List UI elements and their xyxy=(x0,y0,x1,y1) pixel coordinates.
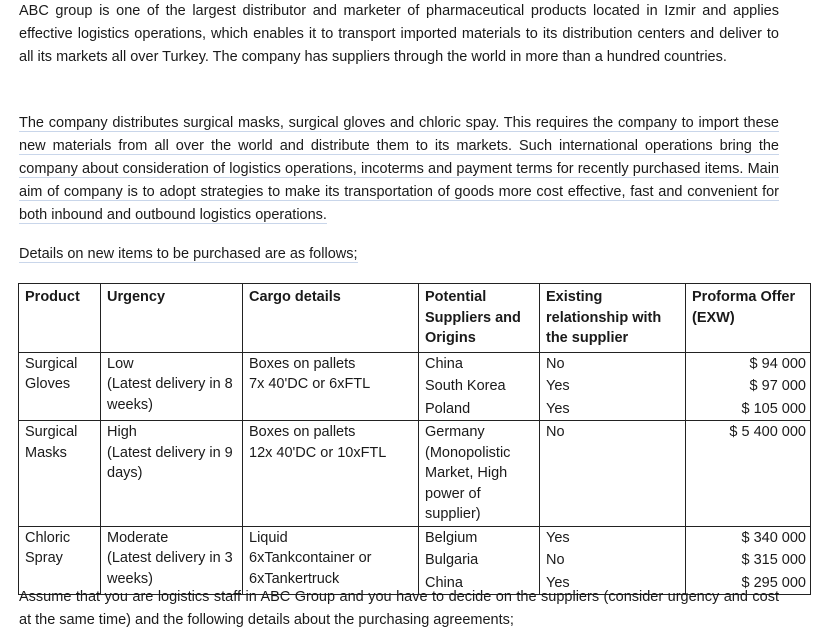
offer-cell: $ 340 000 xyxy=(686,526,811,549)
urgency-level: Low xyxy=(107,355,134,372)
cargo-line: 12x 40'DC or 10xFTL xyxy=(249,444,387,461)
offer-cell: $ 5 400 000 xyxy=(686,421,811,527)
details-intro-text: Details on new items to be purchased are as follows; xyxy=(19,246,358,262)
cargo-cell xyxy=(243,421,419,527)
supplier-cell: Germany (Monopolistic Market, High power of supplier) xyxy=(419,421,540,527)
assume-paragraph: Assume that you are logistics staff in ABC Group and you have to decide on the suppliers (consider urgency and cost at the same time) and the following details about the purchasing agreements; xyxy=(19,589,779,628)
header-relationship: Existing relationship with the supplier xyxy=(540,284,686,353)
distribution-paragraph-text: The company distributes surgical masks, surgical gloves and chloric spay. This requires the company to import these new materials from all over the world and distribute them to its markets. Such international operations bring the company about consideration of logistics operations, incoterms and payment terms for recently purchased items. Main aim of company is to adopt strategies to make its transportation of goods more cost effective, fast and convenient for both inbound and outbound logistics operations. xyxy=(19,115,779,223)
table-header-row xyxy=(19,284,811,353)
offer-cell: $ 94 000 xyxy=(686,352,811,375)
cargo-line: Boxes on pallets xyxy=(249,355,356,372)
header-suppliers: Potential Suppliers and Origins xyxy=(419,284,540,353)
supplier-cell: China xyxy=(419,572,540,595)
cargo-line: 7x 40'DC or 6xFTL xyxy=(249,376,371,392)
cargo-cell xyxy=(243,352,419,421)
table-row xyxy=(19,421,811,527)
relationship-cell: Yes xyxy=(540,398,686,421)
relationship-cell: Yes xyxy=(540,572,686,595)
cargo-line: 6xTankcontainer or xyxy=(249,550,372,566)
cargo-line: 6xTankertruck xyxy=(249,570,340,587)
urgency-cell xyxy=(101,421,243,527)
urgency-level: Moderate xyxy=(107,529,169,546)
table-row xyxy=(19,526,811,549)
urgency-level: High xyxy=(107,424,137,440)
details-intro xyxy=(19,243,779,266)
relationship-cell: Yes xyxy=(540,526,686,549)
relationship-cell: No xyxy=(540,549,686,572)
offer-cell: $ 97 000 xyxy=(686,375,811,398)
urgency-cell xyxy=(101,352,243,421)
header-product: Product xyxy=(19,284,101,353)
product-cell: Surgical Gloves xyxy=(19,352,101,421)
supplier-cell: Poland xyxy=(419,398,540,421)
intro-paragraph: ABC group is one of the largest distributor and marketer of pharmaceutical products located in Izmir and applies effective logistics operations, which enables it to transport imported materials to its distribution centers and deliver to all its markets all over Turkey. The company has suppliers through the world in more than a hundred countries. xyxy=(19,3,779,65)
header-cargo: Cargo details xyxy=(243,284,419,353)
urgency-note: (Latest delivery in 3 weeks) xyxy=(107,550,233,587)
items-table xyxy=(18,283,811,595)
relationship-cell: No xyxy=(540,421,686,527)
urgency-note: (Latest delivery in 8 weeks) xyxy=(107,376,233,413)
distribution-paragraph xyxy=(19,112,779,227)
cargo-line: Liquid xyxy=(249,529,288,546)
header-urgency: Urgency xyxy=(101,284,243,353)
urgency-cell xyxy=(101,526,243,595)
relationship-cell: Yes xyxy=(540,375,686,398)
cargo-line: Boxes on pallets xyxy=(249,424,356,440)
table-row xyxy=(19,352,811,375)
offer-cell: $ 295 000 xyxy=(686,572,811,595)
offer-cell: $ 315 000 xyxy=(686,549,811,572)
header-offer: Proforma Offer (EXW) xyxy=(686,284,811,353)
urgency-note: (Latest delivery in 9 days) xyxy=(107,444,233,481)
supplier-cell: China xyxy=(419,352,540,375)
supplier-cell: South Korea xyxy=(419,375,540,398)
supplier-cell: Bulgaria xyxy=(419,549,540,572)
product-cell: Chloric Spray xyxy=(19,526,101,595)
product-cell: Surgical Masks xyxy=(19,421,101,527)
offer-cell: $ 105 000 xyxy=(686,398,811,421)
relationship-cell: No xyxy=(540,352,686,375)
supplier-cell: Belgium xyxy=(419,526,540,549)
cargo-cell xyxy=(243,526,419,595)
